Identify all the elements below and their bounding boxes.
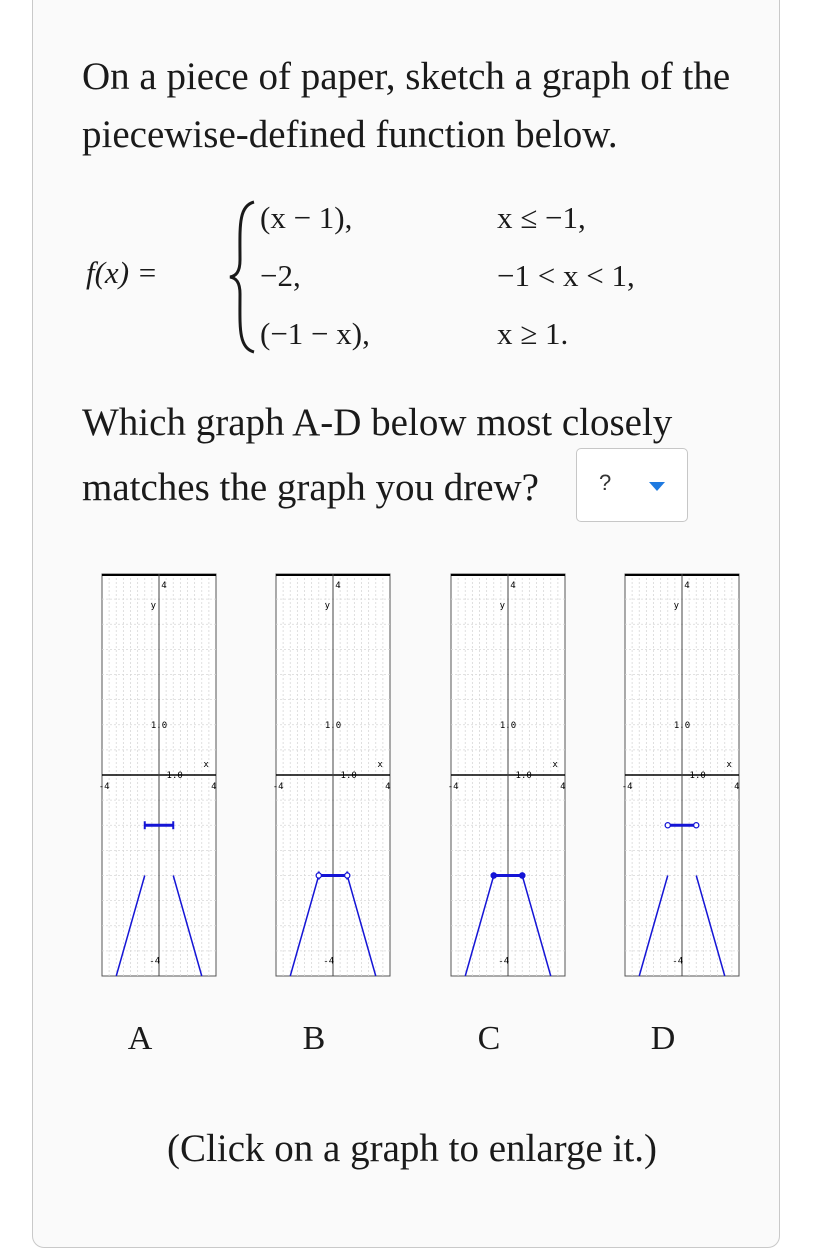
middle-left-endpoint: [665, 823, 670, 828]
y-axis-label: y: [499, 601, 506, 611]
graph-b[interactable]: [272, 574, 391, 976]
x-tick-label: 1.0: [515, 771, 532, 781]
x-axis-label: x: [552, 760, 558, 770]
y-min-label: -4: [672, 956, 684, 967]
y-max-label: 4: [510, 581, 516, 591]
x-min-label: -4: [98, 782, 110, 792]
y-tick-label: 1.0: [499, 720, 517, 731]
question-text: Which graph A-D below most closely matches the graph you drew?: [82, 401, 673, 509]
x-max-label: 4: [734, 782, 740, 792]
chevron-down-icon: [649, 482, 665, 491]
x-min-label: -4: [621, 782, 633, 792]
graph-d[interactable]: [621, 574, 740, 976]
x-max-label: 4: [211, 782, 217, 792]
enlarge-hint: (Click on a graph to enlarge it.): [167, 1127, 657, 1170]
piece-2-condition: −1 < x < 1,: [497, 258, 635, 293]
y-max-label: 4: [335, 581, 341, 591]
y-axis-label: y: [673, 601, 680, 611]
piece-1-expr: (x − 1),: [260, 200, 353, 235]
right-piece-endpoint: [345, 873, 350, 878]
graph-d-label: D: [650, 1020, 676, 1057]
piece-1-condition: x ≤ −1,: [497, 200, 586, 235]
piece-3-expr: (−1 − x),: [260, 316, 370, 351]
x-tick-label: 1.0: [340, 771, 357, 781]
piece-2-expr: −2,: [260, 258, 301, 293]
y-min-label: -4: [149, 956, 161, 967]
piecewise-brace: [226, 198, 260, 356]
middle-right-endpoint: [694, 823, 699, 828]
x-min-label: -4: [272, 782, 284, 792]
answer-dropdown[interactable]: [576, 448, 688, 522]
dropdown-value: ?: [599, 470, 612, 495]
x-axis-label: x: [203, 760, 209, 770]
x-min-label: -4: [447, 782, 459, 792]
left-piece-endpoint: [491, 873, 496, 878]
function-lhs: f(x) =: [86, 255, 158, 290]
y-tick-label: 1.0: [150, 720, 168, 731]
x-tick-label: 1.0: [689, 771, 706, 781]
problem-prompt: On a piece of paper, sketch a graph of the piecewise-defined function below.: [82, 55, 731, 156]
right-piece-endpoint: [520, 873, 525, 878]
graph-a[interactable]: [98, 574, 217, 976]
left-piece-endpoint: [316, 873, 321, 878]
y-tick-label: 1.0: [324, 720, 342, 731]
y-tick-label: 1.0: [673, 720, 691, 731]
x-axis-label: x: [726, 760, 732, 770]
y-axis-label: y: [324, 601, 331, 611]
graph-c-label: C: [477, 1020, 501, 1057]
graph-a-label: A: [127, 1020, 153, 1057]
y-min-label: -4: [498, 956, 510, 967]
x-max-label: 4: [385, 782, 391, 792]
x-axis-label: x: [377, 760, 383, 770]
y-max-label: 4: [161, 581, 167, 591]
y-min-label: -4: [323, 956, 335, 967]
x-tick-label: 1.0: [166, 771, 183, 781]
graph-b-label: B: [302, 1020, 326, 1057]
x-max-label: 4: [560, 782, 566, 792]
graph-c[interactable]: [447, 574, 566, 976]
y-max-label: 4: [684, 581, 690, 591]
piece-3-condition: x ≥ 1.: [497, 316, 569, 351]
y-axis-label: y: [150, 601, 157, 611]
